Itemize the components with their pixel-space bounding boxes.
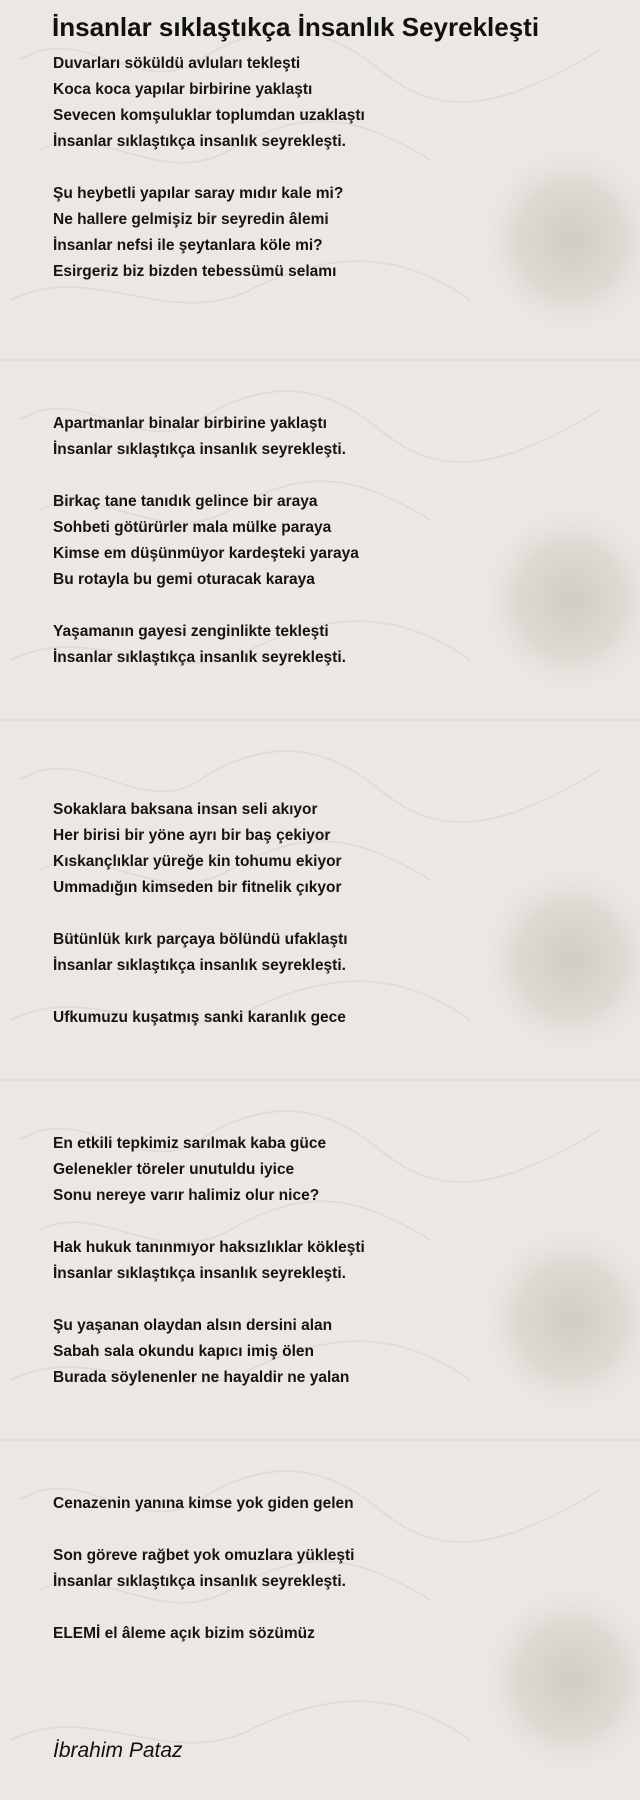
poem-line: Cenazenin yanına kimse yok giden gelen [53, 1495, 354, 1512]
poem-line: İnsanlar sıklaştıkça insanlık seyrekleşti. [53, 957, 346, 974]
poem-line: İnsanlar sıklaştıkça insanlık seyrekleşti. [53, 441, 346, 458]
poem-author: İbrahim Pataz [53, 1739, 183, 1762]
poem-line: Koca koca yapılar birbirine yaklaştı [53, 81, 313, 98]
poem-line: Sevecen komşuluklar toplumdan uzaklaştı [53, 107, 365, 124]
poem-line: Gelenekler töreler unutuldu iyice [53, 1161, 295, 1178]
poem-line: Ummadığın kimseden bir fitnelik çıkyor [53, 879, 342, 896]
poem-line: Ne hallere gelmişiz bir seyredin âlemi [53, 211, 329, 228]
poem-line: Sabah sala okundu kapıcı imiş ölen [53, 1343, 314, 1360]
poem-line: Duvarları söküldü avluları tekleşti [53, 55, 301, 72]
poem-line: Şu heybetli yapılar saray mıdır kale mi? [53, 185, 344, 202]
poem-line: Birkaç tane tanıdık gelince bir araya [53, 493, 318, 510]
poem-line: Sokaklara baksana insan seli akıyor [53, 801, 318, 818]
poem-line: Esirgeriz biz bizden tebessümü selamı [53, 263, 337, 280]
poem-title: İnsanlar sıklaştıkça İnsanlık Seyrekleşti [52, 12, 540, 42]
poem-line: ELEMİ el âleme açık bizim sözümüz [53, 1625, 315, 1642]
poem-line: Hak hukuk tanınmıyor haksızlıklar kökleşti [53, 1239, 365, 1256]
poem-line: Sohbeti götürürler mala mülke paraya [53, 519, 332, 536]
poem-line: Kıskançlıklar yüreğe kin tohumu ekiyor [53, 853, 342, 870]
poem-line: En etkili tepkimiz sarılmak kaba güce [53, 1135, 327, 1152]
poem-line: İnsanlar sıklaştıkça insanlık seyrekleşti. [53, 649, 346, 666]
poem-line: İnsanlar sıklaştıkça insanlık seyrekleşti. [53, 1573, 346, 1590]
poem-line: İnsanlar sıklaştıkça insanlık seyrekleşti. [53, 1265, 346, 1282]
poem-line: Yaşamanın gayesi zenginlikte tekleşti [53, 623, 329, 640]
poem-line: Bu rotayla bu gemi oturacak karaya [53, 571, 315, 588]
poem-line: İnsanlar sıklaştıkça insanlık seyrekleşti. [53, 133, 346, 150]
poem-line: Burada söylenenler ne hayaldir ne yalan [53, 1369, 350, 1386]
poem-line: Bütünlük kırk parçaya bölündü ufaklaştı [53, 931, 348, 948]
poem-line: Apartmanlar binalar birbirine yaklaştı [53, 415, 327, 432]
poem-line: İnsanlar nefsi ile şeytanlara köle mi? [53, 237, 323, 254]
poem-line: Her birisi bir yöne ayrı bir baş çekiyor [53, 827, 331, 844]
poem-line: Son göreve rağbet yok omuzlara yükleşti [53, 1547, 355, 1564]
poem-line: Şu yaşanan olaydan alsın dersini alan [53, 1317, 333, 1334]
poem-line: Sonu nereye varır halimiz olur nice? [53, 1187, 320, 1204]
poem-line: Kimse em düşünmüyor kardeşteki yaraya [53, 545, 359, 562]
poem-line: Ufkumuzu kuşatmış sanki karanlık gece [53, 1009, 346, 1026]
